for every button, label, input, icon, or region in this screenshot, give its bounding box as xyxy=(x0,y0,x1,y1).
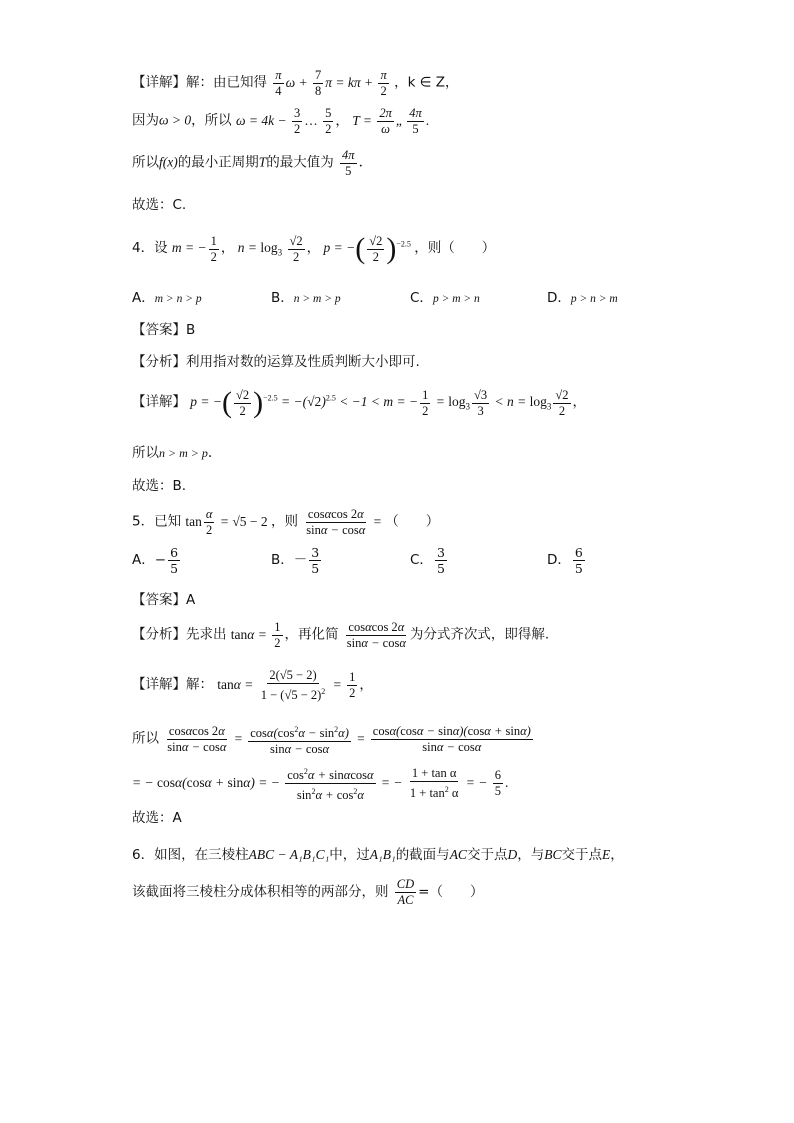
option-den: 5 xyxy=(170,561,179,576)
analysis-c: 为分式齐次式，即得解. xyxy=(409,626,550,643)
q6-text-a: 6．如图，在三棱柱 xyxy=(132,847,249,863)
q4-detail-equation: p = −( $\frac{√2}{2}$ )$^{-2.5} = -(√2)^{2.5} < -1 < m$ = − $\frac{1}{2}$ = $\log_3$ $\frac{√3}{3}$ < $n = \log_3$ $\frac{√2}{2}$ ， xyxy=(190,386,587,419)
option-label: A． xyxy=(132,552,155,568)
omega-condition: ω > 0 xyxy=(159,112,192,128)
q4-option-c[interactable] xyxy=(410,286,480,306)
option-expr: n > m > p xyxy=(293,293,341,305)
option-label: C． xyxy=(410,290,433,306)
option-label: C． xyxy=(410,552,433,568)
q5-derivation-1 xyxy=(132,722,535,757)
option-num: 3 xyxy=(436,545,445,560)
detail-tag: 【详解】 xyxy=(132,74,186,91)
so-prefix: 所以 xyxy=(132,445,159,461)
so-end: . xyxy=(207,445,213,461)
q6-text-e: ，与 xyxy=(517,847,545,863)
analysis-tag: 【分析】 xyxy=(132,626,186,643)
point-d: D xyxy=(507,847,518,862)
q4-stem xyxy=(132,232,495,266)
q5-option-b[interactable] xyxy=(271,545,323,576)
ratio-fraction xyxy=(395,877,416,908)
analysis-fraction: $\frac{\cos\alpha\cos 2\alpha}{\sin\alpha - \cos\alpha}$ xyxy=(346,620,406,650)
edge-bc: BC xyxy=(544,847,562,862)
q5-option-a[interactable] xyxy=(132,545,182,576)
q4-answer xyxy=(132,318,195,338)
period-prefix: 所以 xyxy=(132,154,159,171)
derivation-eq-1: $\frac{\cos\alpha\cos 2\alpha}{\sin\alpha - \cos\alpha}$ = $\frac{\cos\alpha(\cos^2\alpha - \sin^2\alpha)}{\sin\alpha - \cos\alpha}$ = $\frac{\cos\alpha(\cos\alpha - \sin\alpha)(\cos\alpha + \sin\alpha)}{\sin\alpha - \cos\alpha}$ xyxy=(163,731,535,746)
analysis-b: ，再化简 xyxy=(284,626,339,643)
q5-answer xyxy=(132,588,195,608)
detail-tag: 【详解】 xyxy=(132,676,186,693)
option-sign: － xyxy=(293,552,308,568)
q3-answer: 故选：C. xyxy=(132,197,187,213)
edge-ac: AC xyxy=(449,847,467,862)
q5-option-d[interactable] xyxy=(547,545,587,576)
q6-text-f: 交于点 xyxy=(561,847,602,863)
analysis-a: 先求出 xyxy=(186,626,227,643)
period-end: . xyxy=(358,154,363,171)
prism-name: ABC − A₁B₁C₁ xyxy=(248,847,330,862)
q5-choose: 故选：A xyxy=(132,810,182,826)
answer-value: A xyxy=(186,592,196,608)
option-label: D． xyxy=(547,552,571,568)
q5-blank: （ ） xyxy=(385,513,440,530)
q6-text-d: 交于点 xyxy=(466,847,508,863)
q5-then: ，则 xyxy=(270,513,298,530)
detail-solve-text: 解：由已知得 xyxy=(186,74,267,91)
q5-option-c[interactable] xyxy=(410,545,449,576)
so-prefix: ，所以 xyxy=(191,112,232,129)
q4-analysis xyxy=(132,350,420,370)
option-expr: p > n > m xyxy=(570,293,618,305)
q6-text-line2: 该截面将三棱柱分成体积相等的两部分，则 xyxy=(132,884,389,900)
option-label: A． xyxy=(132,290,155,306)
option-label: D． xyxy=(547,290,571,306)
point-e: E xyxy=(601,847,611,862)
q4-number: 4．设 xyxy=(132,240,168,257)
so-prefix: 所以 xyxy=(132,730,159,747)
edge-a1b1: A₁B₁ xyxy=(369,847,396,862)
q5-number: 5．已知 xyxy=(132,513,182,530)
option-den: 5 xyxy=(574,561,583,576)
q4-conclusion xyxy=(132,441,212,461)
so-expr: n > m > p xyxy=(159,446,208,460)
q5-derivation-2 xyxy=(132,764,508,803)
q5-given: tan $\frac{\alpha}{2}$ = √5 − 2 xyxy=(185,507,268,537)
option-num: 3 xyxy=(311,545,320,560)
option-label: B． xyxy=(271,552,294,568)
q6-text-g: ， xyxy=(610,847,624,863)
option-den: 5 xyxy=(311,561,320,576)
q3-detail-line xyxy=(132,68,459,99)
q3-since-line xyxy=(132,106,429,137)
q4-option-a[interactable] xyxy=(132,286,202,306)
q6-line-1 xyxy=(132,843,624,863)
q4-choose: 故选：B. xyxy=(132,478,187,494)
max-period-value: $\frac{4\pi}{5}$ xyxy=(342,148,355,178)
answer-tag: 【答案】 xyxy=(132,592,186,608)
analysis-text: 利用指对数的运算及性质判断大小即可. xyxy=(186,354,420,370)
q4-then: ，则（ ） xyxy=(414,240,496,257)
q5-analysis xyxy=(132,620,549,651)
f-expr: f(x) xyxy=(159,154,178,170)
detail-tag: 【详解】 xyxy=(132,394,186,411)
answer-tag: 【答案】 xyxy=(132,322,186,338)
q5-detail xyxy=(132,668,373,703)
ratio-num: CD xyxy=(396,877,415,891)
option-label: B． xyxy=(271,290,294,306)
option-expr: p > m > n xyxy=(432,293,480,305)
answer-value: B xyxy=(186,322,196,338)
period-mid: 的最小正周期 xyxy=(177,154,259,171)
q4-option-b[interactable] xyxy=(271,286,341,306)
omega-formula: ω = 4k − $\frac{3}{2}$ … $\frac{5}{2}$ ， T = $\frac{2\pi}{\omega}$ „ $\frac{4\pi}{5}$ . xyxy=(235,106,430,136)
since-prefix: 因为 xyxy=(132,112,159,129)
q6-text-c: 的截面与 xyxy=(395,847,450,863)
q3-cond: ，k ∈ Z， xyxy=(394,74,459,91)
q5-target-fraction: $\frac{\cos\alpha\cos 2\alpha}{\sin\alpha - \cos\alpha}$ = xyxy=(306,507,386,537)
q3-equation: $\frac{\pi}{4}$ ω + $\frac{7}{8}$ π = kπ + $\frac{\pi}{2}$ xyxy=(275,68,387,98)
option-expr: m > n > p xyxy=(154,293,202,305)
q4-definitions: m = − $\frac{1}{2}$ ， $n = \log_3$ $\frac{√2}{2}$ ， p = −( $\frac{√2}{2}$ )$^{-2.5}$ xyxy=(171,232,411,265)
q4-detail xyxy=(132,386,586,420)
ratio-den: AC xyxy=(397,893,414,907)
max-val-text: 的最大值为 xyxy=(266,154,334,171)
analysis-tag: 【分析】 xyxy=(132,354,186,370)
q5-stem xyxy=(132,507,439,538)
derivation-eq-2: = − cosα(cosα + sinα) = − $\frac{\cos^2\alpha + \sin\alpha\cos\alpha}{\sin^2\alpha + \cos^2\alpha}$ = − $\frac{\text{1 + tan α}}{1 + \tan^2 \alpha}$ = − $\frac{6}{5}$ . xyxy=(132,775,508,790)
option-num: 6 xyxy=(170,545,179,560)
tan-alpha-value: tanα = $\frac{1}{2}$ xyxy=(230,620,281,650)
q6-line-2 xyxy=(132,877,483,908)
q5-tan-computation: tanα = $\frac{2(√5 - 2)}{1 - (√5 - 2)^2}$ = $\frac{1}{2}$ ， xyxy=(217,668,373,703)
q3-period-line xyxy=(132,148,363,179)
option-num: 6 xyxy=(574,545,583,560)
detail-solve: 解： xyxy=(186,676,213,693)
option-den: 5 xyxy=(436,561,445,576)
q6-text-b: 中，过 xyxy=(329,847,370,863)
q4-option-d[interactable] xyxy=(547,286,618,306)
t-var: T xyxy=(258,154,267,170)
option-sign: − xyxy=(154,552,167,568)
q6-blank: =（ ） xyxy=(418,884,484,900)
